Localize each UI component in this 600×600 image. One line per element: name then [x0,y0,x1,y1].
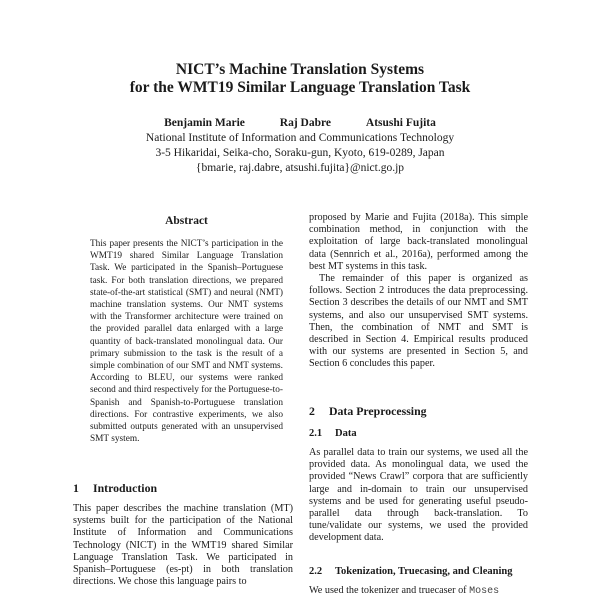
paper-title [0,61,600,97]
email: {bmarie, raj.dabre, atsushi.fujita}@nict.go.jp [195,162,405,174]
author: Benjamin Marie [164,117,245,129]
paragraph-text: We used the tokenizer and truecaser of [309,585,470,596]
section-heading-introduction [73,481,157,496]
title-line-1: NICT’s Machine Translation Systems [175,61,425,78]
institution: National Institute of Information and Communications Technology [145,132,455,144]
intro-paragraph-1 [73,503,293,588]
section-heading-data-preprocessing [309,404,427,419]
section-title: Data Preprocessing [329,404,427,418]
subsection-heading-tokenization [309,566,512,577]
address: 3-5 Hikaridai, Seika-cho, Soraku-gun, Kyoto, 619-0289, Japan [155,147,445,159]
subsection-number: 2.2 [309,566,323,577]
subsection-title: Data [335,428,357,439]
subsection-number: 2.1 [309,428,323,439]
title-line-2: for the WMT19 Similar Language Translation Task [129,79,471,96]
author: Atsushi Fujita [365,117,436,129]
subsection-heading-data [309,428,357,439]
affiliation [0,131,600,176]
abstract-text: This paper presents the NICT’s participation in the WMT19 shared Similar Language Translation Task. We participated in the Spanish–Portuguese task. For both translation directions, we prepared state-of-the-art statistical (SMT) and neural (NMT) machine translation systems. Our NMT systems with the Transformer architecture were trained on the provided parallel data enlarged with a large quantity of back-translated monolingual data. Our primary submission to the task is the result of a simple combination of our SMT and NMT systems. According to BLEU, our systems were ranked second and third respectively for the Portuguese-to-Spanish and Spanish-to-Portuguese translation directions. For contrastive experiments, we also submitted outputs generated with an unsupervised SMT system. [90,239,283,445]
section-number: 1 [73,481,79,495]
author: Raj Dabre [279,117,332,129]
tokenization-paragraph [309,585,528,598]
intro-paragraph-1-continued [309,212,528,371]
section-title: Introduction [93,481,158,495]
section-number: 2 [309,404,315,418]
tool-name: Moses [469,586,500,597]
intro-paragraph-2: The remainder of this paper is organized as follows. Section 2 introduces the data preprocessing. Section 3 describes the details of our NMT and SMT systems, and also our unsupervised SMT systems. Then, the combination of NMT and SMT is described in Section 4. Empirical results produced with our systems are presented in Section 5, and Section 6 concludes this paper. [309,273,528,370]
paragraph-text: As parallel data to train our systems, we used all the provided data. As monolingual data, we used the provided “News Crawl” corpora that are sufficiently large and in-domain to train our unsupervised systems and be used for generating useful pseudo-parallel data through back-translation. To tune/validate our systems, we used the provided development data. [309,447,528,544]
paragraph-text: This paper describes the machine translation (MT) systems built for the participation of the National Institute of Information and Communications Technology (NICT) in the WMT19 shared Similar Language Translation Task. We participated in Spanish–Portuguese (es-pt) in both translation directions. We chose this language pairs to [73,503,293,588]
abstract-body [90,238,283,445]
abstract-heading: Abstract [165,215,208,227]
author-list [0,117,600,129]
data-paragraph [309,447,528,545]
paragraph-text: proposed by Marie and Fujita (2018a). This simple combination method, in conjunction with the exploitation of large back-translated monolingual data (Sennrich et al., 2016a), performed among the best MT systems in this task. [309,212,528,272]
subsection-title: Tokenization, Truecasing, and Cleaning [335,566,513,577]
